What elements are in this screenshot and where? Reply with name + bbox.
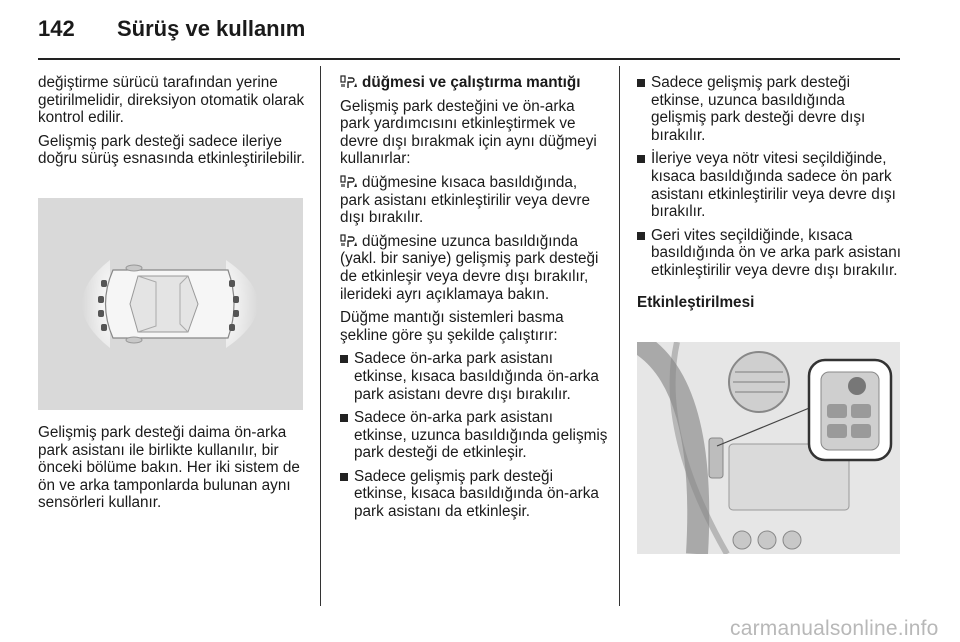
column-divider-2 — [619, 66, 620, 606]
list-item: Sadece gelişmiş park desteği etkinse, uzunca basıldığında gelişmiş park desteği devre dışı bırakılır. — [637, 74, 902, 144]
col2-paragraph-2-text: düğmesine kısaca basıldığında, park asistanı etkinleştirilir veya devre dışı bırakılır. — [340, 173, 590, 227]
col2-paragraph-3-text: düğmesine uzunca basıldığında (yakl. bir saniye) gelişmiş park desteği de etkinleşir veya devre dışı bırakılır, ilerideki ayrı açıklamaya bakın. — [340, 232, 599, 303]
parking-sensor-illustration — [38, 198, 303, 410]
park-assist-icon — [340, 175, 358, 189]
list-item: Geri vites seçildiğinde, kısaca basıldığında ön ve arka park asistanı etkinleştirilir veya devre dışı bırakılır. — [637, 227, 902, 280]
watermark: carmanualsonline.info — [730, 617, 939, 640]
col2-heading — [340, 74, 608, 92]
page-number: 142 — [38, 16, 75, 41]
dashboard-icon — [637, 342, 900, 554]
col2-paragraph-1: Gelişmiş park desteğini ve ön-arka park yardımcısını etkinleştirmek ve devre dışı bırakmak için aynı düğmeyi kullanırlar: — [340, 97, 597, 168]
column-2 — [340, 74, 608, 527]
list-item: Sadece ön-arka park asistanı etkinse, uzunca basıldığında gelişmiş park desteği de etkinleşir. — [340, 409, 608, 462]
park-assist-icon — [340, 234, 358, 248]
column-1 — [38, 74, 306, 174]
column-3 — [637, 74, 902, 317]
col2-paragraph-4: Düğme mantığı sistemleri basma şekline göre şu şekilde çalıştırır: — [340, 309, 564, 344]
car-top-view-icon — [38, 198, 303, 410]
col2-heading-text: düğmesi ve çalıştırma mantığı — [362, 74, 581, 91]
col1-paragraph-2: Gelişmiş park desteği sadece ileriye doğru sürüş esnasında etkinleştirilebilir. — [38, 132, 305, 168]
list-item: Sadece ön-arka park asistanı etkinse, kısaca basıldığında ön-arka park asistanı devre dışı bırakılır. — [340, 350, 608, 403]
col1-paragraph-1: değiştirme sürücü tarafından yerine getirilmelidir, direksiyon otomatik olarak kontrol edilir. — [38, 74, 305, 127]
header-rule — [38, 58, 900, 60]
list-item: Sadece gelişmiş park desteği etkinse, kısaca basıldığında ön-arka park asistanı da etkinleşir. — [340, 468, 608, 521]
section-title: Sürüş ve kullanım — [117, 16, 306, 41]
col2-paragraph-2 — [340, 174, 608, 227]
park-assist-icon — [340, 75, 358, 89]
dashboard-button-illustration — [637, 342, 900, 554]
column-1-lower — [38, 424, 306, 518]
col3-heading: Etkinleştirilmesi — [637, 293, 755, 311]
list-item: İleriye veya nötr vitesi seçildiğinde, kısaca basıldığında sadece ön park asistanı etkinleştirilir veya devre dışı bırakılır. — [637, 150, 902, 220]
col2-paragraph-3 — [340, 233, 608, 303]
col1-paragraph-3: Gelişmiş park desteği daima ön-arka park asistanı ile birlikte kullanılır, bir önceki bölüme bakın. Her iki sistem de ön ve arka tamponlarda bulunan aynı sensörleri kullanır. — [38, 424, 300, 512]
col3-bullet-list — [637, 74, 902, 280]
column-divider-1 — [320, 66, 321, 606]
col2-bullet-list — [340, 350, 608, 520]
